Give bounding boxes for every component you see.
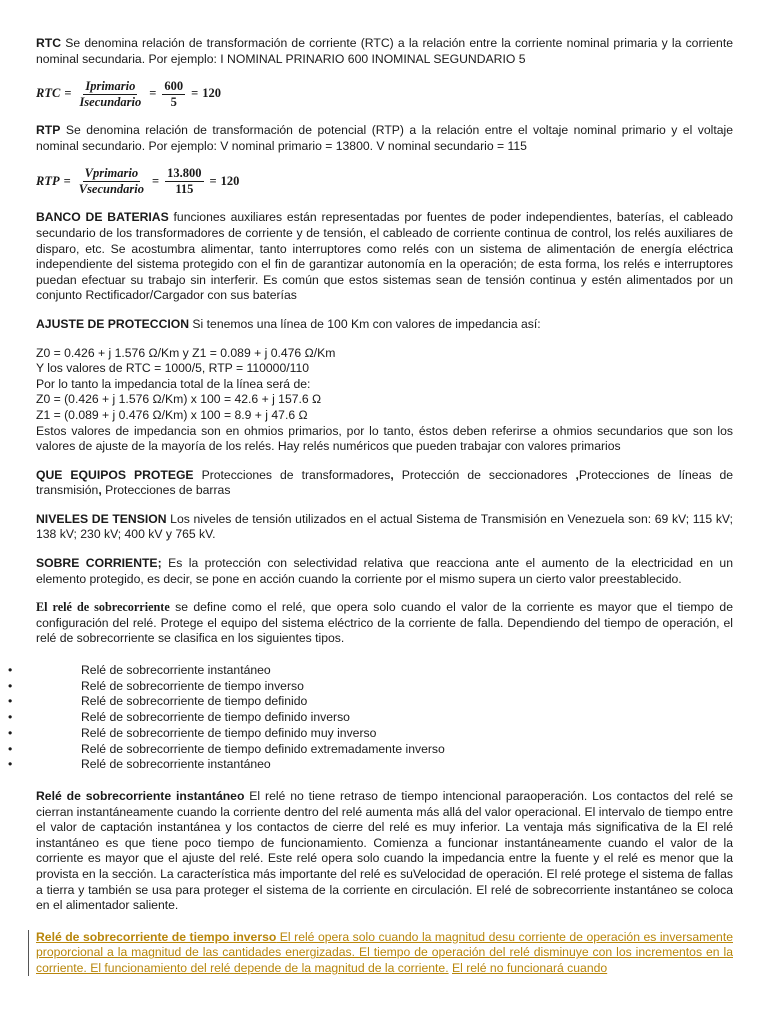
banco-text: funciones auxiliares están representadas por fuentes de poder independientes, baterías, el cableado secundario de los transformadores de corriente y de tensión, el cableado de corriente continua de control, los relés auxiliares de disparo, etc. Se acostumbra alimentar, tanto interruptores como relés con un sistema de alimentación de energía eléctrica independiente del sistema protegido con el fin de garantizar autonomía en la operación; de esta forma, los relés e interruptores puedan efectuar su trabajo sin interferir. Es común que estos sistemas sean de tensión continua y estén alimentados por un conjunto Rectificador/Cargador con sus baterías (36, 210, 733, 303)
banco-label: BANCO DE BATERIAS (36, 210, 169, 225)
equals-sign: = (209, 173, 217, 188)
equipos-item: Protección de seccionadores (393, 467, 576, 482)
rtc-paragraph (36, 36, 733, 67)
spacer (36, 773, 733, 789)
list-item: • Relé de sobrecorriente de tiempo inverso (36, 679, 733, 695)
equals-sign: = (64, 86, 72, 101)
rele-text: se define como el relé, que opera solo cuando el valor de la corriente es mayor que el tiempo de configuración del relé. Protege el equipo del sistema eléctrico de la corriente de falla. Dependiendo del tiempo de operación, el relé de sobrecorriente se clasifica en los siguientes tipos. (36, 600, 733, 646)
rtc-numerator-2: 600 (164, 78, 184, 93)
equals-sign: = (191, 86, 199, 101)
rele-label: El relé de sobrecorriente (36, 600, 170, 615)
equipos-paragraph (36, 468, 733, 499)
rtc-fraction-2 (162, 79, 185, 110)
instantaneo-paragraph (36, 789, 733, 914)
niveles-paragraph (36, 512, 733, 543)
rtp-denominator-1: Vsecundario (78, 181, 145, 196)
rtp-paragraph (36, 123, 733, 154)
banco-paragraph (36, 210, 733, 304)
comma: , (390, 467, 394, 482)
inverso-paragraph (28, 930, 733, 977)
comma: , (98, 483, 102, 498)
rtp-result: 120 (220, 173, 240, 188)
spacer (36, 304, 733, 317)
rtp-fraction-1 (77, 166, 146, 197)
comma: , (575, 467, 579, 482)
niveles-text: Los niveles de tensión utilizados en el actual Sistema de Transmisión en Venezuela son: 69 kV; 115 kV; 138 kV; 230 kV; 400 kV y 765 kV. (36, 511, 733, 542)
list-item: • Relé de sobrecorriente instantáneo (36, 757, 733, 773)
rtp-text: Se denomina relación de transformación de potencial (RTP) a la relación entre el voltaje nominal primario y el voltaje nominal secundario. Por ejemplo: V nominal primario = 13800. V nominal secundario = 115 (36, 123, 733, 153)
rtp-fraction-2 (165, 166, 203, 197)
list-item: • Relé de sobrecorriente de tiempo definido muy inverso (36, 726, 733, 742)
equipos-item: Protecciones de transformadores (193, 467, 391, 482)
list-item: • Relé de sobrecorriente instantáneo (36, 663, 733, 679)
list-item: • Relé de sobrecorriente de tiempo definido (36, 694, 733, 710)
rtc-text: Se denomina relación de transformación de corriente (RTC) a la relación entre la corriente nominal primaria y la corriente nominal secundaria. Por ejemplo: I NOMINAL PRINARIO 600 INOMINAL SEGUNDARIO 5 (36, 36, 733, 66)
inverso-text-link-2[interactable]: El relé no funcionará cuando (452, 960, 608, 975)
inverso-label-link[interactable]: Relé de sobrecorriente de tiempo inverso (36, 929, 277, 944)
rtc-label: RTC (36, 36, 62, 50)
calc-line: Z0 = (0.426 + j 1.576 Ω/Km) x 100 = 42.6 + j 157.6 Ω (36, 392, 322, 407)
sobre-paragraph (36, 556, 733, 587)
ajuste-paragraph (36, 317, 733, 333)
spacer (36, 914, 733, 930)
equipos-item: Protecciones de líneas de transmisión (36, 467, 734, 498)
spacer (36, 647, 733, 663)
rtp-formula-lhs: RTP (36, 173, 60, 188)
ajuste-label: AJUSTE DE PROTECCION (36, 316, 190, 331)
rtp-denominator-2: 115 (175, 181, 194, 196)
spacer (36, 587, 733, 600)
calc-line: Y los valores de RTC = 1000/5, RTP = 110000/110 (36, 361, 310, 376)
instantaneo-text: El relé no tiene retraso de tiempo intencional paraoperación. Los contactos del relé se cierran instantáneamente cuando la corriente dentro del relé aumenta más allá del valor operacional. El intervalo de tiempo entre el valor de captación instantánea y los contactos de cierre del relé es muy inferior. La ventaja más significativa de la El relé instantáneo es que tiene poco tiempo de funcionamiento. Comienza a funcionar instantáneamente cuando el valor de la corriente es mayor que el ajuste del relé. Este relé opera solo cuando la impedancia entre la fuente y el relé es menor que la provista en la sección. La característica más importante del relé es suVelocidad de operación. El relé protege el sistema de fallas a tierra y también se usa para proteger el sistema de la corriente en circulación. El relé de sobrecorriente instantáneo se coloca en el alimentador saliente. (36, 788, 733, 913)
ajuste-calculation (36, 346, 733, 455)
ajuste-text: Si tenemos una línea de 100 Km con valores de impedancia así: (189, 316, 541, 331)
equals-sign: = (152, 173, 160, 188)
list-item: • Relé de sobrecorriente de tiempo definido inverso (36, 710, 733, 726)
rtp-label: RTP (36, 123, 61, 138)
calc-line: Por lo tanto la impedancia total de la línea será de: (36, 376, 311, 391)
rele-paragraph (36, 600, 733, 647)
equals-sign: = (63, 173, 71, 188)
rtc-formula-lhs: RTC (36, 86, 61, 101)
rtc-formula (36, 77, 733, 111)
sobre-label: SOBRE CORRIENTE; (36, 556, 162, 571)
equipos-label: QUE EQUIPOS PROTEGE (36, 467, 194, 482)
sobre-text: Es la protección con selectividad relativa que reacciona ante el aumento de la electricidad en un elemento protegido, es decir, se pone en acción cuando la corriente por el mismo supera un cierto valor preestablecido. (36, 556, 733, 586)
instantaneo-label: Relé de sobrecorriente instantáneo (36, 788, 245, 803)
document-page (36, 36, 733, 976)
rtc-denominator-2: 5 (170, 94, 177, 109)
rtp-numerator-1: Vprimario (84, 165, 139, 180)
rtc-numerator-1: Iprimario (85, 78, 136, 93)
spacer (36, 543, 733, 556)
rtc-denominator-1: Isecundario (79, 94, 142, 109)
rtp-formula (36, 164, 733, 198)
spacer (36, 455, 733, 468)
equals-sign: = (149, 86, 157, 101)
list-item: • Relé de sobrecorriente de tiempo definido extremadamente inverso (36, 742, 733, 758)
equipos-item: Protecciones de barras (101, 483, 231, 498)
inverso-text-link[interactable]: El relé opera solo cuando la magnitud desu corriente de operación es inversamente proporcional a la magnitud de las cantidades energizadas. El tiempo de operación del relé disminuye con los incrementos en la corriente. El funcionamiento del relé depende de la magnitud de la corriente. (36, 929, 733, 975)
ajuste-closing: Estos valores de impedancia son en ohmios primarios, por lo tanto, éstos deben referirse a ohmios secundarios que son los valores de ajuste de la mayoría de los relés. Hay relés numéricos que pueden trabajar con valores primarios (36, 423, 733, 454)
rtc-fraction-1 (77, 79, 143, 110)
spacer (36, 333, 733, 346)
rtp-numerator-2: 13.800 (167, 165, 202, 180)
calc-line: Z0 = 0.426 + j 1.576 Ω/Km y Z1 = 0.089 + j 0.476 Ω/Km (36, 345, 336, 360)
niveles-label: NIVELES DE TENSION (36, 511, 167, 526)
rtc-result: 120 (202, 86, 222, 101)
spacer (36, 499, 733, 512)
calc-line: Z1 = (0.089 + j 0.476 Ω/Km) x 100 = 8.9 + j 47.6 Ω (36, 407, 308, 422)
rele-types-list (36, 663, 733, 773)
